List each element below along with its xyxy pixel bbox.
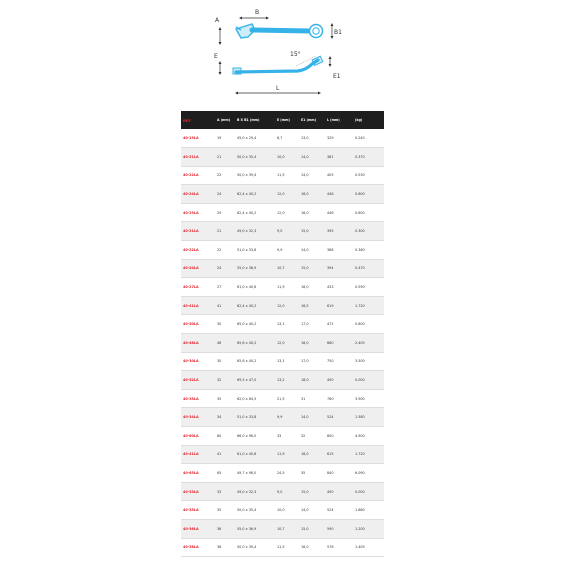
table-cell: 33 [215, 482, 235, 501]
table-cell: 62,4 x 40,2 [235, 185, 275, 204]
dimension-label-e1: E1 [333, 73, 341, 80]
dimension-label-l: L [276, 85, 280, 92]
table-cell: 16,0 [299, 203, 325, 222]
table-cell: 16,0 [299, 185, 325, 204]
dimension-label-a: A [215, 17, 220, 24]
table-cell: 27 [215, 278, 235, 297]
table-cell: 11,5 [275, 538, 299, 557]
part-reference: 40-35LA [181, 389, 215, 408]
column-header: E1 (mm) [301, 118, 317, 122]
dimension-label-b1: B1 [334, 29, 342, 36]
table-cell: 49,0 x 32,3 [235, 222, 275, 241]
table-cell: 45,0 x 29,4 [235, 129, 275, 148]
table-cell: 13,0 [299, 129, 325, 148]
table-cell: 50,0 x 35,4 [235, 501, 275, 520]
table-cell: 15,0 [299, 259, 325, 278]
table-cell: 62,4 x 40,2 [235, 203, 275, 222]
table-cell: 1.720 [353, 296, 384, 315]
table-cell: 30 [215, 352, 235, 371]
table-body [181, 129, 384, 557]
table-cell: 0.590 [353, 278, 384, 297]
table-cell: 22 [215, 166, 235, 185]
table-cell: 24 [215, 259, 235, 278]
table-cell: 329 [325, 129, 353, 148]
table-cell: 490 [325, 371, 353, 390]
table-cell: 16,5 [299, 296, 325, 315]
table-cell: 14,0 [299, 166, 325, 185]
table-cell: 22 [215, 241, 235, 260]
table-cell: 24 [215, 185, 235, 204]
table-row [181, 315, 384, 334]
table-cell: 19 [215, 129, 235, 148]
table-cell: 9,9 [275, 241, 299, 260]
dimension-label-b: B [255, 9, 260, 16]
part-reference: 40-35LA [181, 501, 215, 520]
part-reference: 40-38LA [181, 538, 215, 557]
table-row [181, 501, 384, 520]
table-row [181, 185, 384, 204]
table-cell: 50,0 x 35,4 [235, 148, 275, 167]
table-cell: 0.300 [353, 222, 384, 241]
table-row [181, 389, 384, 408]
table-cell: 433 [325, 278, 353, 297]
table-cell: 14,0 [299, 241, 325, 260]
table-cell: 576 [325, 538, 353, 557]
wrench-top-view [236, 24, 323, 38]
table-cell: 61,0 x 40,6 [235, 278, 275, 297]
table-row [181, 203, 384, 222]
part-reference: 40-65LA [181, 464, 215, 483]
table-cell: 15,0 [299, 482, 325, 501]
table-cell: 15,0 [299, 222, 325, 241]
part-reference: 40-46LA [181, 334, 215, 353]
table-row [181, 445, 384, 464]
part-reference: 40-21LA [181, 148, 215, 167]
table-header [181, 111, 384, 129]
table-row [181, 222, 384, 241]
table-cell: 38 [215, 538, 235, 557]
table-row [181, 148, 384, 167]
table-cell: 15,0 [299, 519, 325, 538]
table-cell: 3.500 [353, 352, 384, 371]
table-cell: 490 [325, 482, 353, 501]
table-row [181, 334, 384, 353]
table-cell: 0.800 [353, 315, 384, 334]
table-cell: 17,0 [299, 315, 325, 334]
table-cell: 66,0 x 96,0 [235, 427, 275, 446]
table-cell: 0.000 [353, 371, 384, 390]
table-cell: 65 [215, 464, 235, 483]
table-cell: 0.240 [353, 129, 384, 148]
table-cell: 51,0 x 33,8 [235, 408, 275, 427]
table-cell: 65,0 x 40,2 [235, 315, 275, 334]
column-header: (kg) [355, 118, 363, 122]
wrench-spec-table [181, 111, 384, 557]
part-reference: 40-30LA [181, 315, 215, 334]
table-cell: 49,0 x 32,3 [235, 482, 275, 501]
table-cell: 6.090 [353, 464, 384, 483]
part-reference: 40-41LA [181, 445, 215, 464]
table-cell: 16,0 [299, 445, 325, 464]
part-reference: 40-30LA [181, 352, 215, 371]
part-reference: 40-32LA [181, 371, 215, 390]
dimension-label-angle: 15° [290, 51, 301, 58]
table-cell: 55,0 x 36,9 [235, 259, 275, 278]
table-cell: 21 [215, 148, 235, 167]
table-cell: 0.370 [353, 148, 384, 167]
column-header: B X B1 (mm) [237, 118, 260, 122]
table-cell: 10,0 [275, 148, 299, 167]
table-cell: 33 [275, 427, 299, 446]
column-header: REF [183, 117, 192, 123]
table-cell: 0.360 [353, 241, 384, 260]
part-reference: 40-21LA [181, 222, 215, 241]
part-reference: 40-24LA [181, 259, 215, 278]
part-reference: 40-33LA [181, 482, 215, 501]
table-cell: 65,6 x 40,2 [235, 352, 275, 371]
wrench-dimension-diagram [0, 0, 563, 110]
table-cell: 35 [215, 389, 235, 408]
part-reference: 40-27LA [181, 278, 215, 297]
table-cell: 21,5 [275, 389, 299, 408]
table-cell: 0.000 [353, 482, 384, 501]
table-cell: 34 [215, 408, 235, 427]
table-cell: 4.900 [353, 427, 384, 446]
table-cell: 750 [325, 352, 353, 371]
table-cell: 13,2 [275, 371, 299, 390]
table-cell: 1.580 [353, 408, 384, 427]
column-header: E (mm) [277, 118, 290, 122]
table-cell: 12,0 [275, 203, 299, 222]
table-cell: 32 [215, 371, 235, 390]
table-cell: 62,4 x 40,2 [235, 296, 275, 315]
table-cell: 32 [299, 427, 325, 446]
table-cell: 16,0 [299, 278, 325, 297]
table-cell: 524 [325, 408, 353, 427]
table-cell: 1.720 [353, 445, 384, 464]
table-cell: 800 [325, 427, 353, 446]
table-row [181, 482, 384, 501]
table-cell: 12,0 [275, 334, 299, 353]
table-cell: 55,0 x 36,9 [235, 519, 275, 538]
table-cell: 12,0 [275, 185, 299, 204]
table-cell: 1.405 [353, 538, 384, 557]
part-reference: 40-34LA [181, 408, 215, 427]
part-reference: 40-29LA [181, 203, 215, 222]
table-cell: 472 [325, 315, 353, 334]
table-cell: 11,9 [275, 445, 299, 464]
table-cell: 3.900 [353, 389, 384, 408]
table-row [181, 241, 384, 260]
table-cell: 14,0 [299, 501, 325, 520]
table-cell: 0.530 [353, 166, 384, 185]
dimension-label-e: E [214, 53, 218, 60]
part-reference: 40-60LA [181, 427, 215, 446]
table-cell: 0.470 [353, 259, 384, 278]
table-cell: 36 [215, 519, 235, 538]
table-cell: 9,0 [275, 222, 299, 241]
table-cell: 1.200 [353, 519, 384, 538]
table-cell: 395 [325, 222, 353, 241]
table-row [181, 464, 384, 483]
table-cell: 2.405 [353, 334, 384, 353]
table-row [181, 129, 384, 148]
table-row [181, 259, 384, 278]
table-cell: 24,5 [275, 464, 299, 483]
table-row [181, 166, 384, 185]
table-cell: 590 [325, 519, 353, 538]
table-cell: 10,7 [275, 259, 299, 278]
table-cell: 524 [325, 501, 353, 520]
table-row [181, 278, 384, 297]
part-reference: 40-41LA [181, 296, 215, 315]
table-cell: 9,0 [275, 482, 299, 501]
table-cell: 35 [299, 464, 325, 483]
table-cell: 30 [215, 315, 235, 334]
table-cell: 9,9 [275, 408, 299, 427]
part-reference: 40-36LA [181, 519, 215, 538]
table-cell: 31 [299, 389, 325, 408]
table-cell: 615 [325, 445, 353, 464]
table-row [181, 408, 384, 427]
table-row [181, 371, 384, 390]
table-cell: 394 [325, 259, 353, 278]
table-cell: 680 [325, 334, 353, 353]
table-row [181, 427, 384, 446]
table-cell: 50,0 x 39,4 [235, 538, 275, 557]
column-header: L (mm) [327, 118, 340, 122]
table-cell: 368 [325, 241, 353, 260]
table-cell: 41 [215, 445, 235, 464]
table-cell: 35 [215, 501, 235, 520]
table-row [181, 296, 384, 315]
table-cell: 619 [325, 296, 353, 315]
table-cell: 13,1 [275, 315, 299, 334]
table-row [181, 352, 384, 371]
table-header-row [181, 111, 384, 129]
table-row [181, 519, 384, 538]
table-cell: 405 [325, 166, 353, 185]
table-cell: 51,0 x 33,8 [235, 241, 275, 260]
table-cell: 12,0 [275, 296, 299, 315]
table-cell: 446 [325, 185, 353, 204]
table-cell: 69,5 x 47,0 [235, 371, 275, 390]
part-reference: 40-22LA [181, 241, 215, 260]
table-cell: 1.680 [353, 501, 384, 520]
table-cell: 50,0 x 39,4 [235, 166, 275, 185]
table-cell: 10,0 [275, 501, 299, 520]
table-row [181, 538, 384, 557]
column-header: A (mm) [217, 118, 231, 122]
table-cell: 46 [215, 334, 235, 353]
table-cell: 760 [325, 389, 353, 408]
table-cell: 49,7 x 98,0 [235, 464, 275, 483]
table-cell: 840 [325, 464, 353, 483]
table-cell: 14,0 [299, 148, 325, 167]
table-cell: 16,0 [299, 334, 325, 353]
table-cell: 21 [215, 222, 235, 241]
table-cell: 17,0 [299, 352, 325, 371]
table-cell: 0.600 [353, 203, 384, 222]
table-cell: 8,7 [275, 129, 299, 148]
wrench-side-view [233, 56, 323, 74]
table-cell: 14,0 [299, 408, 325, 427]
table-cell: 16,0 [299, 538, 325, 557]
table-cell: 11,9 [275, 278, 299, 297]
table-cell: 29 [215, 203, 235, 222]
table-cell: 11,5 [275, 166, 299, 185]
table-cell: 446 [325, 203, 353, 222]
table-cell: 65,6 x 40,2 [235, 334, 275, 353]
table-cell: 60 [215, 427, 235, 446]
part-reference: 40-19LA [181, 129, 215, 148]
table-cell: 62,0 x 64,5 [235, 389, 275, 408]
table-cell: 41 [215, 296, 235, 315]
table-cell: 10,7 [275, 519, 299, 538]
table-cell: 0.600 [353, 185, 384, 204]
table-cell: 18,0 [299, 371, 325, 390]
table-cell: 381 [325, 148, 353, 167]
table-cell: 61,0 x 40,6 [235, 445, 275, 464]
part-reference: 40-24LA [181, 185, 215, 204]
table-cell: 13,1 [275, 352, 299, 371]
part-reference: 40-22LA [181, 166, 215, 185]
